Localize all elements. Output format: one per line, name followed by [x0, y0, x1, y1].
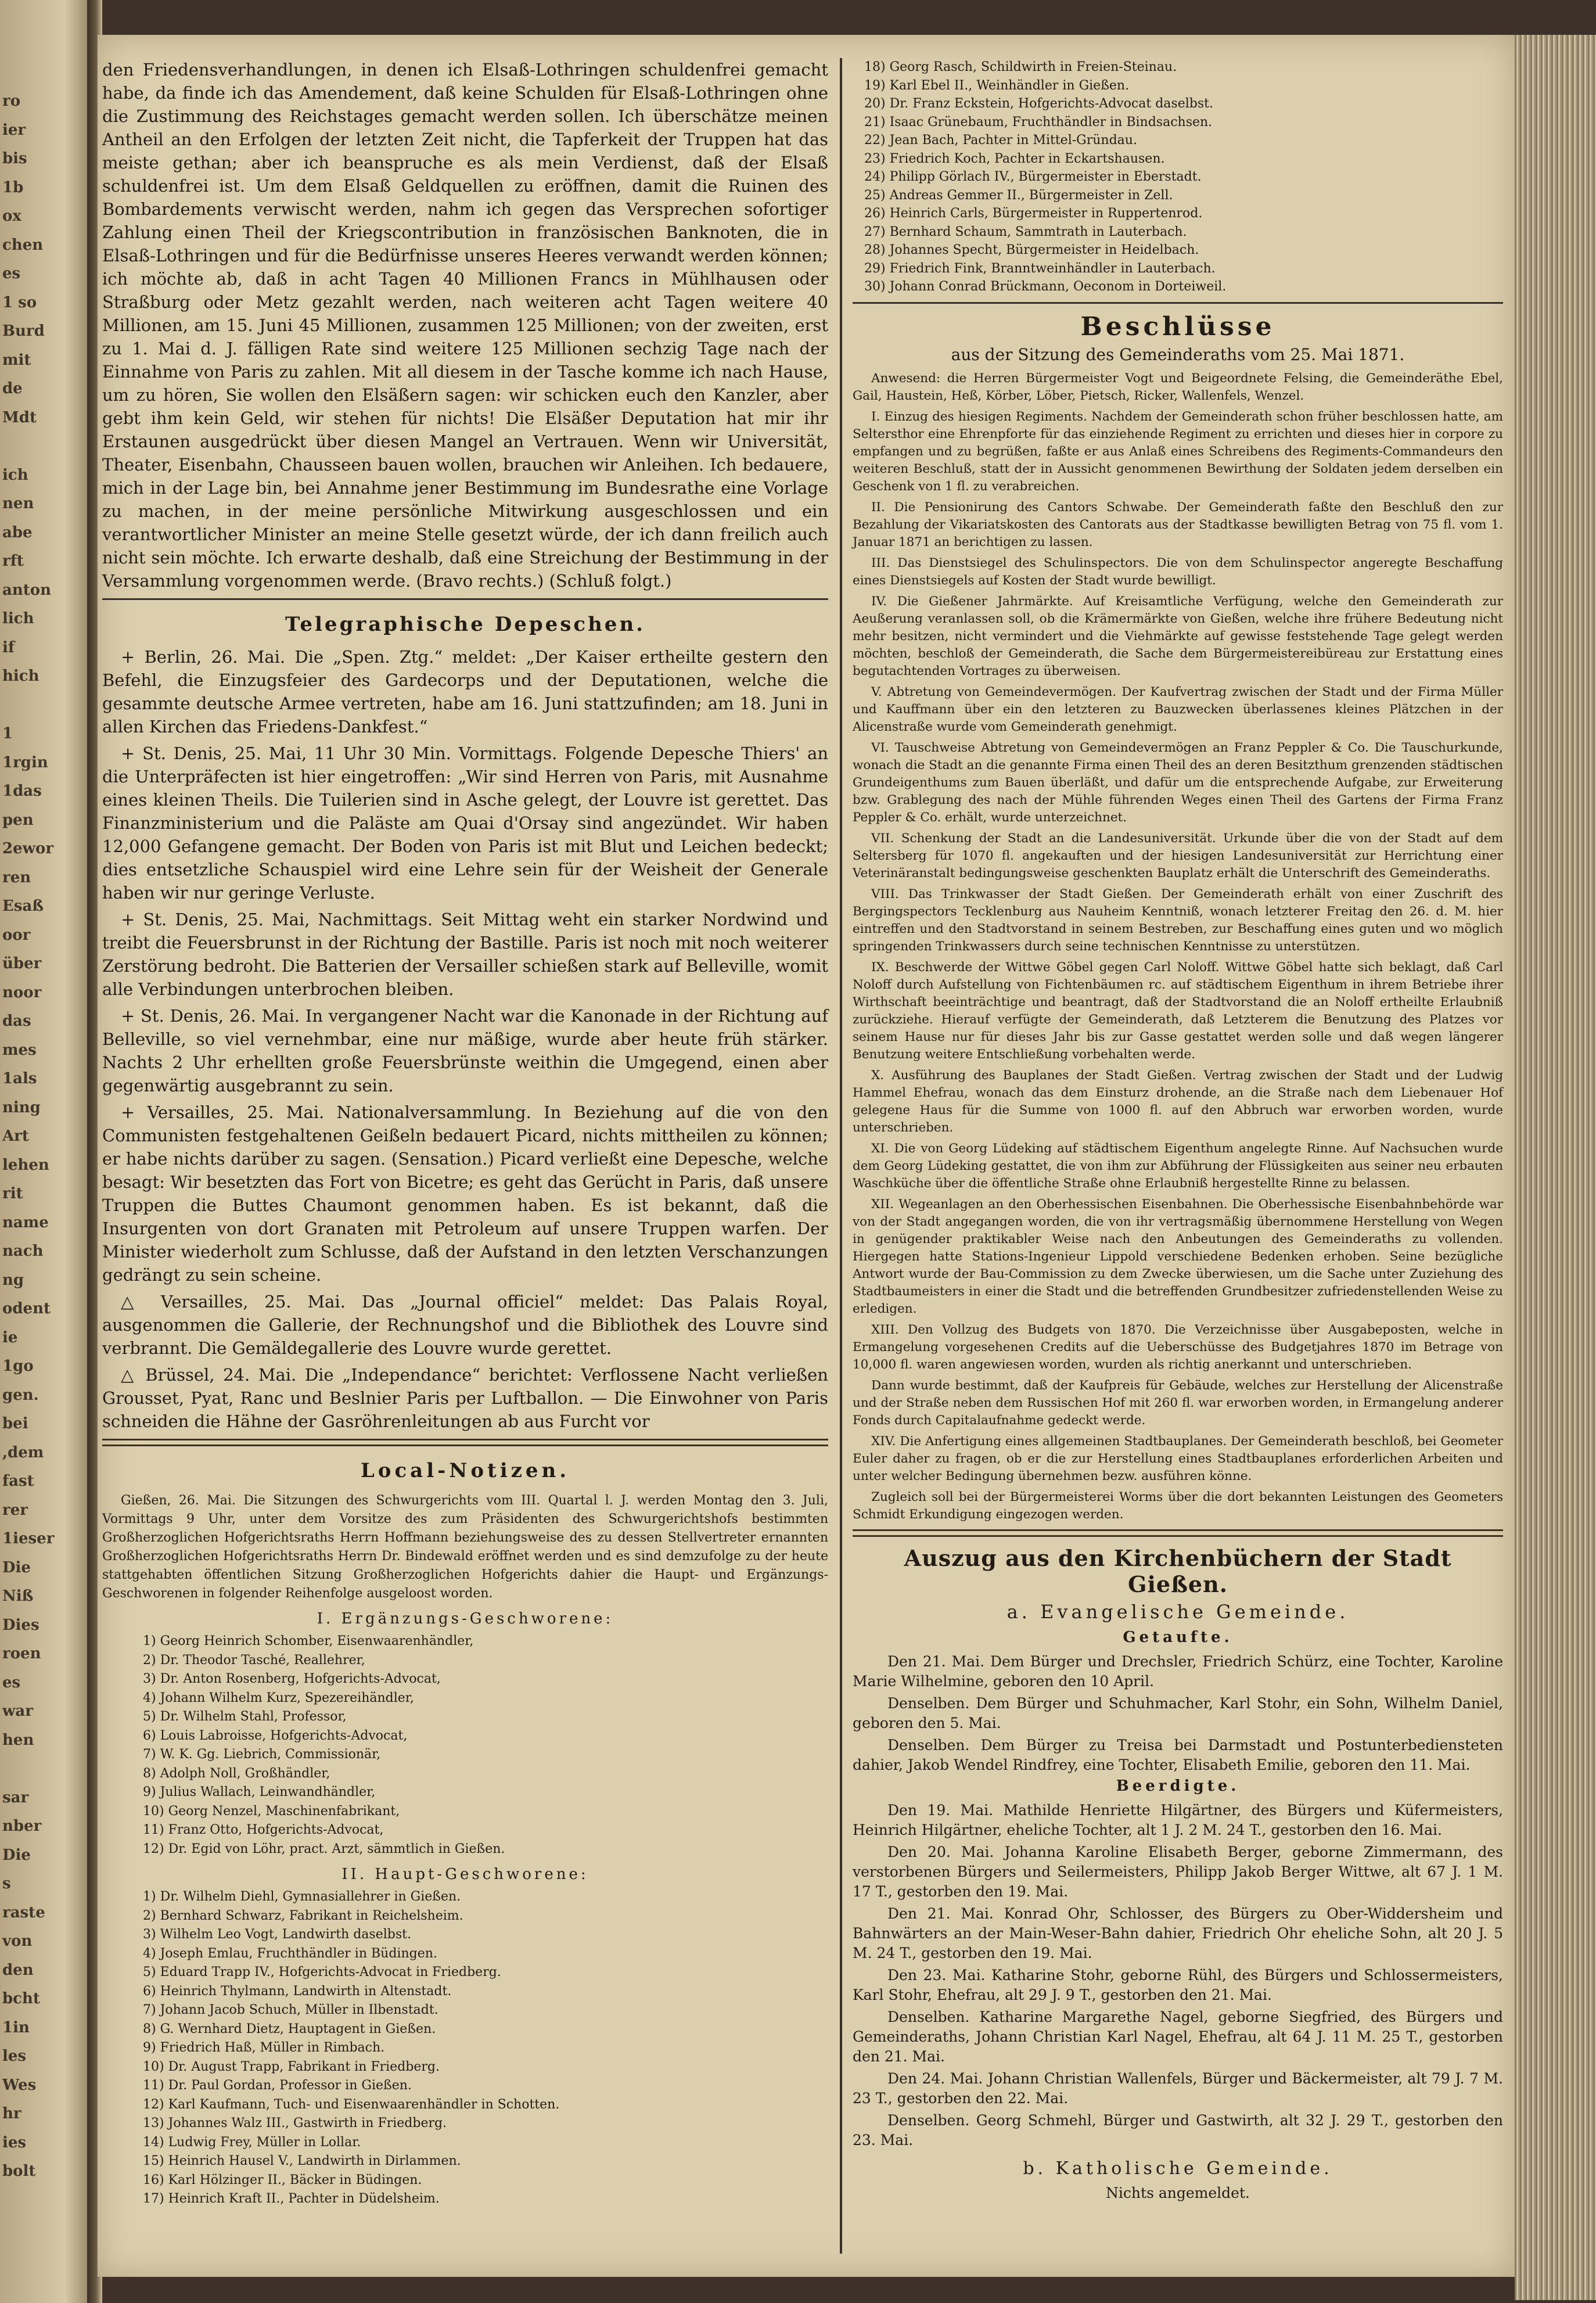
adjacent-page-binding: [0, 0, 93, 2303]
protestant-parish-heading: a. Evangelische Gemeinde.: [1007, 1600, 1349, 1623]
list-item: 30) Johann Conrad Brückmann, Oeconom in Dorteiweil.: [864, 279, 1227, 294]
list-item: 18) Georg Rasch, Schildwirth in Freien-Steinau.: [864, 60, 1177, 74]
resolution-item: X. Ausführung des Bauplanes der Stadt Gießen. Vertrag zwischen der Stadt und der Ludwig Hammel Ehefrau, wonach das dem Einsturz drohende, an die Straße nach dem Liebenauer Hof gelegene Haus für die Summe von 1000 fl. auf den Abbruch war erworben worden, wurde unterschrieben.: [853, 1068, 1503, 1135]
list-item: 12) Dr. Egid von Löhr, pract. Arzt, sämmtlich in Gießen.: [143, 1841, 505, 1856]
resolution-item: I. Einzug des hiesigen Regiments. Nachdem der Gemeinderath schon früher beschlossen hatte, am Seltersthor eine Ehrenpforte für das einziehende Regiment zu errichten und dieses hier in corpore zu empfangen und zu begrüßen, faßte er aus Anlaß eines Schreibens des Regiments-Commandeurs den weiteren Beschluß, statt der in Aussicht genommenen Bewirthung der Soldaten jedem derselben ein Geschenk von 1 fl. zu verabreichen.: [853, 409, 1503, 494]
resolution-item: IV. Die Gießener Jahrmärkte. Auf Kreisamtliche Verfügung, welche den Gemeinderath zur Aeußerung veranlassen soll, ob die Krämermärkte von Gießen, welche ihre frühere Bedeutung nicht mehr besitzen, nicht vermindert und die Viehmärkte auf gewisse feststehende Tage gelegt werden möchten, beschloß der Gemeinderath, die Sache dem Bürgermeistereibüreau zur Erstattung eines begutachtenden Vortrages zu überweisen.: [853, 594, 1503, 678]
list-item: 7) W. K. Gg. Liebrich, Commissionär,: [143, 1747, 381, 1762]
resolution-item: XIV. Die Anfertigung eines allgemeinen Stadtbauplanes. Der Gemeinderath beschloß, bei Geometer Euler daher zu fragen, ob er die zur Herstellung eines Stadtbauplanes erforderlichen Arbeiten und unter welcher Bedingung übernehmen bezw. ausführen könne.: [853, 1433, 1503, 1483]
resolution-item: XI. Die von Georg Lüdeking auf städtischem Eigenthum angelegte Rinne. Auf Nachsuchen wurde dem Georg Lüdeking gestattet, die von ihm zur Abführung der Flüssigkeiten aus seiner neu erbauten Waschküche über die öffentliche Straße ohne Erlaubniß hergestellte Rinne zu belassen.: [853, 1141, 1503, 1191]
list-item: 12) Karl Kaufmann, Tuch- und Eisenwaarenhändler in Schotten.: [143, 2097, 560, 2112]
list-item: 3) Dr. Anton Rosenberg, Hofgerichts-Advocat,: [143, 1672, 441, 1686]
list-item: 13) Johannes Walz III., Gastwirth in Friedberg.: [143, 2116, 447, 2130]
resolution-item: Zugleich soll bei der Bürgermeisterei Worms über die dort bekannten Leistungen des Geometers Schmidt Erkundigung eingezogen werden.: [853, 1489, 1503, 1522]
burial-entry: Den 24. Mai. Johann Christian Wallenfels, Bürger und Bäckermeister, alt 79 J. 7 M. 23 T., gestorben den 22. Mai.: [853, 2070, 1503, 2107]
list-item: 6) Heinrich Thylmann, Landwirth in Altenstadt.: [143, 1984, 452, 1999]
baptisms-heading: Getaufte.: [1123, 1628, 1233, 1646]
telegram-item: △ Versailles, 25. Mai. Das „Journal officiel“ meldet: Das Palais Royal, ausgenommen die Gallerie, der Rechnungshof und die Bibliothek des Louvre sind verbrannt. Die Gemäldegallerie des Louvre wurde gerettet.: [102, 1292, 828, 1358]
resolution-item: VI. Tauschweise Abtretung von Gemeindevermögen an Franz Peppler & Co. Die Tauschurkunde, wonach die Stadt an die genannte Firma einen Theil des an deren Besitzthum grenzenden städtischen Grundeigenthums zum Bauen überläßt, und dafür um die entsprechende Aufgabe, zur Erweiterung bzw. Grablegung des nach der Mühle führenden Weges einen Theil des Gartens der Firma Franz Peppler & Co. erhält, wurde unterzeichnet.: [853, 740, 1503, 825]
list-item: 9) Julius Wallach, Leinwandhändler,: [143, 1785, 376, 1799]
list-item: 28) Johannes Specht, Bürgermeister in Heidelbach.: [864, 243, 1199, 257]
list-item: 29) Friedrich Fink, Branntweinhändler in Lauterbach.: [864, 261, 1216, 276]
resolution-item: VIII. Das Trinkwasser der Stadt Gießen. Der Gemeinderath erhält von einer Zuschrift des Bergingspectors Tecklenburg aus Nauheim Kenntniß, wonach letzterer Freitag den 26. d. M. hier eintreffen und den Stadtvorstand in seinem Bestreben, zur Beschaffung eines guten und wo möglich springenden Trinkwassers durch seine technischen Kenntnisse zu unterstützen.: [853, 886, 1503, 954]
list-item: 23) Friedrich Koch, Pachter in Eckartshausen.: [864, 151, 1165, 166]
newspaper-page: [98, 35, 1515, 2277]
supplementary-jurors-list: [102, 1632, 828, 1859]
list-item: 16) Karl Hölzinger II., Bäcker in Büdingen.: [143, 2172, 422, 2187]
main-jurors-list-continued: [853, 58, 1503, 296]
list-item: 10) Dr. August Trapp, Fabrikant in Friedberg.: [143, 2059, 440, 2074]
section-rule: [102, 1439, 828, 1446]
list-item: 8) Adolph Noll, Großhändler,: [143, 1766, 330, 1781]
list-item: 20) Dr. Franz Eckstein, Hofgerichts-Advocat daselbst.: [864, 96, 1213, 111]
list-item: 21) Isaac Grünebaum, Fruchthändler in Bindsachsen.: [864, 114, 1213, 130]
main-jurors-list: [102, 1888, 828, 2209]
list-item: 2) Bernhard Schwarz, Fabrikant in Reichelsheim.: [143, 1908, 463, 1923]
burials-heading: Beerdigte.: [1116, 1777, 1240, 1795]
baptism-entry: Den 21. Mai. Dem Bürger und Drechsler, Friedrich Schürz, eine Tochter, Karoline Marie Wilhelmine, geboren den 10 April.: [853, 1652, 1503, 1690]
list-item: 4) Johann Wilhelm Kurz, Spezereihändler,: [143, 1690, 414, 1705]
burial-entry: Denselben. Katharine Margarethe Nagel, geborne Siegfried, des Bürgers und Gemeinderaths, Johann Christian Karl Nagel, Ehefrau, alt 64 J. 11 M. 25 T., gestorben den 21. Mai.: [853, 2008, 1503, 2065]
page-edges: [1515, 35, 1596, 2300]
resolutions-subtitle: aus der Sitzung des Gemeinderaths vom 25. Mai 1871.: [951, 344, 1405, 364]
telegram-heading: Telegraphische Depeschen.: [285, 613, 645, 636]
resolution-item: VII. Schenkung der Stadt an die Landesuniversität. Urkunde über die von der Stadt auf dem Seltersberg für 1070 fl. angekauften und der hiesigen Landesuniversität zur Herrichtung einer Veterinäranstalt bedingungsweise geschenkten Bauplatz erhält die Unterschrift des Gemeinderaths.: [853, 831, 1503, 881]
section-rule: [102, 598, 828, 600]
burial-entry: Den 23. Mai. Katharine Stohr, geborne Rühl, des Bürgers und Schlossermeisters, Karl Stohr, Ehefrau, alt 29 J. 9 T., gestorben den 21. Mai.: [853, 1966, 1503, 2003]
resolution-item: Anwesend: die Herren Bürgermeister Vogt und Beigeordnete Felsing, die Gemeinderäthe Ebel, Gail, Haustein, Heß, Körber, Löber, Pietsch, Ricker, Wallenfels, Wenzel.: [853, 371, 1503, 403]
resolution-item: XIII. Den Vollzug des Budgets von 1870. Die Verzeichnisse über Ausgabeposten, welche in Ermangelung vorgesehenen Credits auf die Ueberschüsse des Budgetjahres 1870 im Betrage von 10,000 fl. waren angewiesen worden, wurden als richtig anerkannt und unterschrieben.: [853, 1322, 1503, 1372]
list-item: 27) Bernhard Schaum, Sammtrath in Lauterbach.: [864, 224, 1187, 239]
burial-entry: Den 21. Mai. Konrad Ohr, Schlosser, des Bürgers zu Ober-Widdersheim und Bahnwärters an der Main-Weser-Bahn dahier, Friedrich Ohr eheliche Sohn, alt 20 J. 5 M. 24 T., gestorben den 19. Mai.: [853, 1905, 1503, 1961]
list-item: 19) Karl Ebel II., Weinhändler in Gießen.: [864, 78, 1130, 93]
list-item: 5) Eduard Trapp IV., Hofgerichts-Advocat in Friedberg.: [143, 1965, 501, 1979]
section-rule: [853, 302, 1503, 304]
adjacent-page-fragments: ro ier bis 1b ox chen es 1 so Burd mit de Mdt ich nen abe rft anton lich if hich 1 1rgin 1das pen 2ewor ren Esaß oor über noor das mes 1als ning Art lehen rit name nach ng odent ie 1go gen. bei ,dem fast rer 1ieser Die Niß Dies roen es war hen sar nber Die s raste von den bcht 1in les Wes hr ies bolt: [2, 92, 55, 2180]
telegram-item: △ Brüssel, 24. Mai. Die „Independance“ berichtet: Verflossene Nacht verließen Grousset, Pyat, Ranc und Beslnier Paris per Luftballon. — Die Einwohner von Paris schneiden die Hähne der Gasröhrenleitungen ab aus Furcht vor: [102, 1365, 828, 1431]
resolution-item: V. Abtretung von Gemeindevermögen. Der Kaufvertrag zwischen der Stadt und der Firma Müller und Kauffmann über ein den letzteren zu Bauzwecken überlassenes kleines Plätzchen in der Alicenstraße wurde vom Gemeinderath genehmigt.: [853, 684, 1503, 734]
baptism-entry: Denselben. Dem Bürger und Schuhmacher, Karl Stohr, ein Sohn, Wilhelm Daniel, geboren den 5. Mai.: [853, 1694, 1503, 1731]
list-item: 3) Wilhelm Leo Vogt, Landwirth daselbst.: [143, 1927, 411, 1942]
local-intro: Gießen, 26. Mai. Die Sitzungen des Schwurgerichts vom III. Quartal l. J. werden Montag den 3. Juli, Vormittags 9 Uhr, unter dem Vorsitze des zum Präsidenten des Schwurgerichtshofs bestimmten Großherzoglichen Hofgerichtsraths Herrn Hoffmann beziehungsweise des zu dessen Stellvertreter ernannten Großherzoglichen Hofgerichtsraths Herrn Dr. Bindewald eröffnet werden und es sind demzufolge zu der heute stattgehabten öffentlichen Sitzung Großherzoglichen Hofgerichts dahier die Haupt- und Ergänzungs-Geschworenen in folgender Reihenfolge ausgeloost worden.: [102, 1493, 828, 1601]
catholic-parish-heading: b. Katholische Gemeinde.: [1023, 2158, 1333, 2179]
telegram-item: + Berlin, 26. Mai. Die „Spen. Ztg.“ meldet: „Der Kaiser ertheilte gestern den Befehl, die Einzugsfeier des Gardecorps und der Deputationen, welche die gesammte deutsche Armee vertreten, habe am 16. Juni stattzufinden; am 18. Juni in allen Kirchen das Friedens-Dankfest.“: [102, 647, 828, 736]
section-rule: [853, 1529, 1503, 1537]
burial-entry: Denselben. Georg Schmehl, Bürger und Gastwirth, alt 32 J. 29 T., gestorben den 23. Mai.: [853, 2111, 1503, 2148]
list-item: 1) Georg Heinrich Schomber, Eisenwaarenhändler,: [143, 1634, 474, 1648]
column-divider: [840, 58, 842, 2254]
resolution-item: III. Das Dienstsiegel des Schulinspectors. Die von dem Schulinspector angeregte Beschaffung eines Dienstsiegels auf Kosten der Stadt wurde bewilligt.: [853, 555, 1503, 588]
group1-title: I. Ergänzungs-Geschworene:: [317, 1610, 614, 1627]
list-item: 25) Andreas Gemmer II., Bürgermeister in Zell.: [864, 188, 1173, 203]
list-item: 2) Dr. Theodor Tasché, Reallehrer,: [143, 1652, 365, 1668]
list-item: 24) Philipp Görlach IV., Bürgermeister in Eberstadt.: [864, 170, 1202, 184]
list-item: 1) Dr. Wilhelm Diehl, Gymnasiallehrer in Gießen.: [143, 1889, 461, 1904]
local-heading: Local-Notizen.: [360, 1459, 570, 1482]
resolution-item: IX. Beschwerde der Wittwe Göbel gegen Carl Noloff. Wittwe Göbel hatte sich beklagt, daß Carl Noloff durch Aufstellung von Fichtenbäumen rc. auf städtischem Eigenthum in ihrem Betriebe ihrer Wirthschaft beeinträchtige und beantragt, daß der Stadtvorstand die an Noloff ertheilte Erlaubniß zurückziehe. Hierauf verfügte der Gemeinderath, daß Letzterem die Benutzung des Platzes vor seinem Hause nur für dieses Jahr bis zur Gasse gestattet werden solle und daß wegen längerer Benutzung weitere Entschließung vorbehalten werde.: [853, 960, 1503, 1062]
baptism-entry: Denselben. Dem Bürger zu Treisa bei Darmstadt und Postunterbediensteten dahier, Jakob Wendel Rindfrey, eine Tochter, Elisabeth Emilie, geboren den 11. Mai.: [853, 1736, 1503, 1773]
telegram-item: + St. Denis, 26. Mai. In vergangener Nacht war die Kanonade in der Richtung auf Belleville, so viel vernehmbar, eine nur mäßige, wurde aber heute früh stärker. Nachts 2 Uhr erhellten große Feuersbrünste weithin die Umgegend, einen aber gegenwärtig ausgebrannt zu sein.: [102, 1006, 828, 1095]
left-column: [102, 58, 828, 2209]
list-item: 7) Johann Jacob Schuch, Müller in Ilbenstadt.: [143, 2003, 438, 2017]
list-item: 11) Franz Otto, Hofgerichts-Advocat,: [143, 1823, 384, 1837]
telegram-item: + St. Denis, 25. Mai, 11 Uhr 30 Min. Vormittags. Folgende Depesche Thiers' an die Unterpräfecten ist hier eingetroffen: „Wir sind Herren von Paris, mit Ausnahme eines kleinen Theils. Die Tuilerien sind in Asche gelegt, der Louvre ist gerettet. Das Finanzministerium und die Paläste am Quai d'Orsay sind angezündet. Wir haben 12,000 Gefangene gemacht. Der Boden von Paris ist mit Blut und Leichen bedeckt; dies entsetzliche Schauspiel wird eine Lehre sein für der Weisheit der Generale haben wir nur geringe Verluste.: [102, 743, 828, 903]
burial-entry: Den 19. Mai. Mathilde Henriette Hilgärtner, des Bürgers und Küfermeisters, Heinrich Hilgärtner, eheliche Tochter, alt 1 J. 2 M. 24 T., gestorben den 16. Mai.: [853, 1801, 1503, 1838]
catholic-parish-note: Nichts angemeldet.: [1106, 2184, 1250, 2201]
list-item: 9) Friedrich Haß, Müller in Rimbach.: [143, 2040, 385, 2055]
resolution-item: Dann wurde bestimmt, daß der Kaufpreis für Gebäude, welches zur Herstellung der Alicenstraße und der Straße neben dem Russischen Hof mit 260 fl. war erworben worden, in Ermangelung anderer Fonds durch Capitalaufnahme gedeckt werde.: [853, 1378, 1503, 1428]
article-continuation: den Friedensverhandlungen, in denen ich Elsaß-Lothringen schuldenfrei gemacht habe, da finde ich das Amendement, daß keine Schulden für Elsaß-Lothringen ohne die Zustimmung des Reichstages gemacht werden sollen. Ich überschätze meinen Antheil an den Erfolgen der letzten Zeit nicht, die Tapferkeit der Truppen hat das meiste gethan; aber ich beanspruche es als mein Verdienst, daß der Elsaß schuldenfrei ist. Um dem Elsaß Geldquellen zu eröffnen, damit die Ruinen des Bombardements verwischt werden, nahm ich gegen das Versprechen sofortiger Zahlung einen Theil der Kriegscontribution in französischen Banknoten, die in Elsaß-Lothringen und für die Bedürfnisse unseres Heeres verwandt werden können; ich möchte ab, daß in acht Tagen 40 Millionen Francs in Mühlhausen oder Straßburg oder Metz gezahlt werden, nach weiteren acht Tagen weitere 40 Millionen, am 15. Juni 45 Millionen, zusammen 125 Millionen; von der zweiten, erst zu 1. Mai d. J. fälligen Rate sind weitere 125 Millionen sechzig Tage nach der Einnahme von Paris zu zahlen. Mit all diesem in der Tasche komme ich nach Hause, um zu hören, Sie wollen den Elsäßern sagen: wir schicken euch den Kanzler, aber gebt ihm kein Geld, wir stehen für nichts! Die Elsäßer Deputation hat mir ihr Erstaunen ausgedrückt über diesen Mangel an Vertrauen. Wenn wir Universität, Theater, Eisenbahn, Chausseen bauen wollen, brauchen wir Anleihen. Ich bedauere, mich in der Lage bin, bei Annahme jener Bestimmung im Bundesrathe eine Vorlage zu machen, in der meine persönliche Mitwirkung ausgeschlossen und ein verantwortlicher Minister an meine Stelle gesetzt würde, der ich dann freilich auch nicht sein möchte. Ich erwarte deshalb, daß eine Streichung der Bestimmung in der Versammlung vorgenommen werde. (Bravo rechts.) (Schluß folgt.): [102, 60, 828, 591]
list-item: 5) Dr. Wilhelm Stahl, Professor,: [143, 1709, 347, 1724]
church-records-title: Auszug aus den Kirchenbüchern der Stadt Gießen.: [904, 1544, 1452, 1597]
telegram-item: + Versailles, 25. Mai. Nationalversammlung. In Beziehung auf die von den Communisten festgehaltenen Geißeln bedauert Picard, nichts mittheilen zu können; er habe nichts darüber zu sagen. (Sensation.) Picard verließt eine Depesche, welche besagt: Wir besetzten das Fort von Bicetre; es geht das Gerücht in Paris, daß unsere Truppen die Buttes Chaumont genommen haben. Es ist bekannt, daß die Insurgenten von dort Granaten mit Petroleum auf unsere Truppen warfen. Der Minister wiederholt zum Schlusse, daß der Aufstand in den letzten Verschanzungen gedrängt zu sein scheine.: [102, 1102, 828, 1285]
list-item: 17) Heinrich Kraft II., Pachter in Düdelsheim.: [143, 2191, 440, 2206]
resolution-item: II. Die Pensionirung des Cantors Schwabe. Der Gemeinderath faßte den Beschluß den zur Bezahlung der Vikariatskosten des Cantorats aus der Stadtkasse bewilligten Betrag von 75 fl. vom 1. Januar 1871 an berichtigen zu lassen.: [853, 500, 1503, 549]
list-item: 8) G. Wernhard Dietz, Hauptagent in Gießen.: [143, 2021, 436, 2036]
list-item: 26) Heinrich Carls, Bürgermeister in Ruppertenrod.: [864, 206, 1203, 221]
list-item: 10) Georg Nenzel, Maschinenfabrikant,: [143, 1803, 400, 1819]
list-item: 4) Joseph Emlau, Fruchthändler in Büdingen.: [143, 1946, 437, 1961]
group2-title: II. Haupt-Geschworene:: [342, 1866, 589, 1883]
resolution-item: XII. Wegeanlagen an den Oberhessischen Eisenbahnen. Die Oberhessische Eisenbahnbehörde war von der Stadt angegangen worden, die von ihr vertragsmäßig übernommene Herstellung von Wegen in genügender praktikabler Weise nach den Anbeutungen des Gemeinderaths zu vollenden. Hiergegen hatte Stations-Ingenieur Lippold verschiedene Bedenken erhoben. Seine bezügliche Antwort wurde der Bau-Commission zu dem Zwecke überwiesen, um die Sache unter Zuziehung des Stadtbaumeisters in einer die Stadt und die betreffenden Grundbesitzer zufriedenstellenden Weise zu erledigen.: [853, 1197, 1503, 1316]
list-item: 22) Jean Bach, Pachter in Mittel-Gründau.: [864, 133, 1137, 148]
burial-entry: Den 20. Mai. Johanna Karoline Elisabeth Berger, geborne Zimmermann, des verstorbenen Bürgers und Seilermeisters, Philipp Jakob Berger Wittwe, alt 67 J. 1 M. 17 T., gestorben den 19. Mai.: [853, 1843, 1503, 1900]
telegram-item: + St. Denis, 25. Mai, Nachmittags. Seit Mittag weht ein starker Nordwind und treibt die Feuersbrunst in der Richtung der Bastille. Paris ist noch mit noch weiterer Zerstörung bedroht. Die Batterien der Versailler schießen stark auf Belleville, womit alle Verbindungen unterbrochen bleiben.: [102, 910, 828, 999]
list-item: 14) Ludwig Frey, Müller in Lollar.: [143, 2135, 361, 2150]
resolutions-title: Beschlüsse: [1080, 311, 1275, 342]
list-item: 15) Heinrich Hausel V., Landwirth in Dirlammen.: [143, 2154, 461, 2168]
list-item: 6) Louis Labroisse, Hofgerichts-Advocat,: [143, 1728, 408, 1743]
list-item: 11) Dr. Paul Gordan, Professor in Gießen.: [143, 2078, 412, 2093]
right-column: [853, 58, 1503, 2207]
